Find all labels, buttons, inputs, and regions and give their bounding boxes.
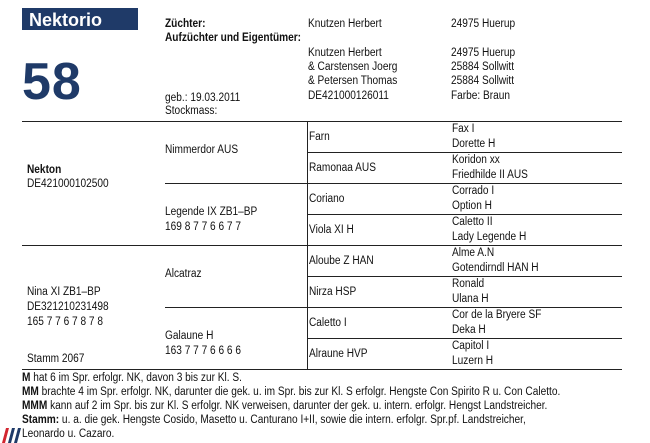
pedigree-gen4: Cor de la Bryere SF <box>452 309 542 321</box>
pedigree-gen4: Alme A.N <box>452 247 495 259</box>
pedigree-gen4: Caletto II <box>452 216 493 228</box>
pedigree-top-rule <box>22 121 622 122</box>
pedigree-gen4: Gotendirndl HAN H <box>452 262 539 274</box>
owner-address: 25884 Sollwitt <box>451 61 515 73</box>
pedigree-gen3: Nirza HSP <box>309 286 357 298</box>
pedigree-rule <box>308 276 622 277</box>
pedigree-gen3: Viola XI H <box>309 224 354 236</box>
pedigree-gen4: Fax I <box>452 123 475 135</box>
pedigree-bottom-rule <box>22 369 622 370</box>
pedigree-mid-rule <box>22 245 622 246</box>
owner-name: & Carstensen Joerg <box>308 61 398 73</box>
pedigree-gen3: Aloube Z HAN <box>309 255 374 267</box>
pedigree-rule <box>165 183 622 184</box>
pedigree-gen4: Luzern H <box>452 355 494 367</box>
owner-address: 25884 Sollwitt <box>451 75 515 87</box>
pedigree-gen3: Coriano <box>309 193 345 205</box>
pedigree-gen4: Lady Legende H <box>452 231 527 243</box>
breeder-label: Züchter: <box>165 18 206 30</box>
note-line: MM brachte 4 im Spr. erfolgr. NK, darunter die gek. u. im Spr. bis zur Kl. S erfolgr. Hengste Con Spirito R u. Con Caletto. <box>22 386 561 398</box>
pedigree-rule <box>308 338 622 339</box>
owner-name: & Petersen Thomas <box>308 75 398 87</box>
pedigree-gen4: Corrado I <box>452 185 495 197</box>
dam-name: Nina XI ZB1–BP <box>27 286 101 298</box>
pedigree-gen2: Galaune H <box>165 330 214 342</box>
dam-id: DE321210231498 <box>27 301 109 313</box>
owner-label: Aufzüchter und Eigentümer: <box>165 32 302 44</box>
stamm-number: Stamm 2067 <box>27 353 85 365</box>
note-line: Stamm: u. a. die gek. Hengste Cosido, Masetto u. Canturano I+II, sowie die intern. erfolgr. Spr.pf. Landstreicher, <box>22 414 526 426</box>
note-line: Leonardo u. Cazaro. <box>22 428 115 440</box>
decorative-stripes-icon <box>2 428 22 443</box>
pedigree-gen4: Koridon xx <box>452 154 500 166</box>
ueln: DE421000126011 <box>308 90 389 102</box>
owner-name: Knutzen Herbert <box>308 47 382 59</box>
pedigree-rule <box>308 214 622 215</box>
height-label: Stockmass: <box>165 105 218 117</box>
owner-address: 24975 Huerup <box>451 47 516 59</box>
pedigree-gen4: Ulana H <box>452 293 489 305</box>
note-line: MMM kann auf 2 im Spr. bis zur Kl. S erfolgr. NK verweisen, darunter der gek. u. intern. erfolgr. Hengst Landstreicher. <box>22 400 548 412</box>
pedigree-rule <box>308 152 622 153</box>
pedigree-gen2: Nimmerdor AUS <box>165 144 239 156</box>
coat-color: Farbe: Braun <box>451 90 511 102</box>
pedigree-gen4: Capitol I <box>452 340 490 352</box>
pedigree-gen2-code: 163 7 7 7 6 6 6 6 <box>165 345 241 357</box>
pedigree-rule <box>165 307 622 308</box>
pedigree-gen3: Alraune HVP <box>309 348 368 360</box>
dam-code: 165 7 7 6 7 8 7 8 <box>27 316 103 328</box>
catalog-number: 58 <box>22 53 82 111</box>
pedigree-divider <box>307 121 308 369</box>
pedigree-gen2: Legende IX ZB1–BP <box>165 206 258 218</box>
breeder-name: Knutzen Herbert <box>308 18 382 30</box>
sire-id: DE421000102500 <box>27 178 109 190</box>
pedigree-gen4: Ronald <box>452 278 485 290</box>
note-line: M hat 6 im Spr. erfolgr. NK, davon 3 bis zur Kl. S. <box>22 372 242 384</box>
pedigree-gen4: Deka H <box>452 324 486 336</box>
pedigree-gen3: Caletto I <box>309 317 347 329</box>
pedigree-gen2: Alcatraz <box>165 268 202 280</box>
birth-date: geb.: 19.03.2011 <box>165 92 241 104</box>
pedigree-gen4: Option H <box>452 200 492 212</box>
horse-name-label: Nektorio <box>22 8 138 30</box>
pedigree-gen3: Farn <box>309 131 330 143</box>
pedigree-gen2-code: 169 8 7 7 6 6 7 7 <box>165 221 241 233</box>
pedigree-gen4: Dorette H <box>452 138 496 150</box>
sire-name: Nekton <box>27 164 62 176</box>
breeder-address: 24975 Huerup <box>451 18 516 30</box>
pedigree-gen3: Ramonaa AUS <box>309 162 376 174</box>
pedigree-gen4: Friedhilde II AUS <box>452 169 528 181</box>
